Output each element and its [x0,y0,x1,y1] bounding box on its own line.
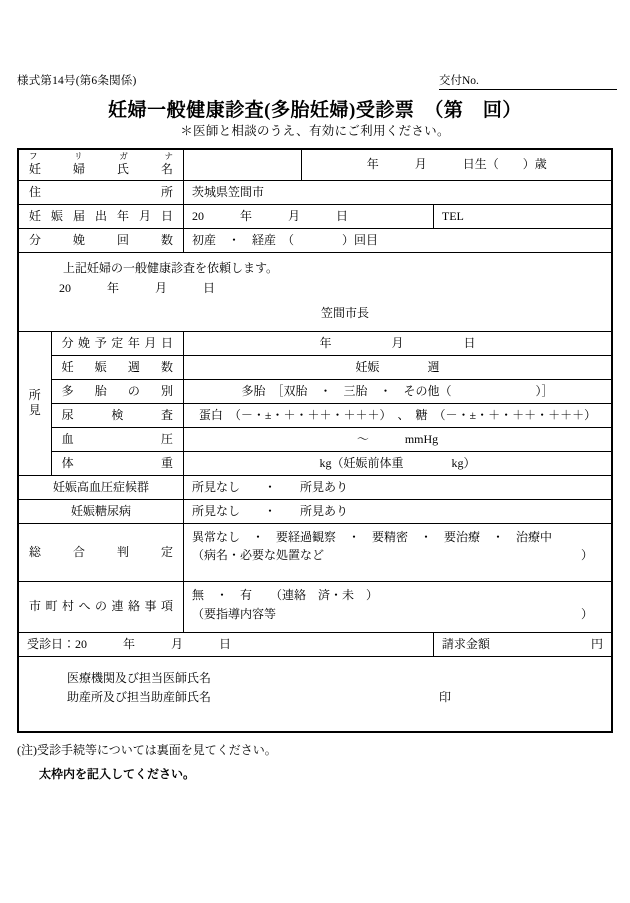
billing-amount-label: 請求金額 [441,636,490,651]
judgment-options-line: 異常なし ・ 要経過観察 ・ 要精密 ・ 要治療 ・ 治療中 [192,529,553,544]
expected-delivery-date-value: 年 月 日 [319,335,476,350]
applicant-name-value [184,153,301,176]
footer-note-procedure: (注)受診手続等については裏面を見てください。 [17,743,277,757]
multiple-pregnancy-type-label-cell [51,379,183,403]
request-block [19,253,611,331]
delivery-count-label-cell [18,228,184,252]
hypertensive-disorder-label-cell [18,475,184,499]
comprehensive-judgment-options[interactable] [184,523,612,581]
table-row-request-block [18,252,612,331]
table-row-address [18,180,612,204]
expected-delivery-date-label-cell [51,331,183,355]
table-row-visit-date [18,632,612,656]
signature-block [19,657,611,731]
furigana-label: フ リ ガ ナ [29,151,174,161]
municipal-contact-label: 市 町 村 へ の 連 絡 事 項 [29,599,174,614]
blood-pressure-label-cell [51,427,183,451]
gestational-weeks-label: 妊 娠 週 数 [61,359,174,374]
table-row-comprehensive-judgment [18,523,612,581]
pregnancy-report-date-value: 20 年 月 日 [192,208,349,223]
visit-date-input[interactable] [18,632,433,656]
medical-institution-signature: 医療機関及び担当医師氏名 [67,670,212,685]
gestational-diabetes-label-cell [18,499,184,523]
request-date: 20 年 月 日 [59,280,216,295]
multiple-pregnancy-type-options[interactable] [184,379,612,403]
expected-delivery-date-label: 分 娩 予 定 年 月 日 [61,335,173,350]
gestational-weeks-input[interactable] [184,355,612,379]
document-header [17,72,613,92]
gestational-diabetes-label: 妊娠糖尿病 [71,503,132,518]
address-input[interactable] [184,180,612,204]
comprehensive-judgment-label-cell [18,523,184,581]
billing-amount-row [434,633,611,656]
billing-amount-unit: 円 [590,636,603,651]
issue-number-field[interactable]: 交付No. [439,72,617,90]
hypertensive-disorder-options[interactable] [184,475,612,499]
applicant-name-input[interactable] [184,149,302,180]
blood-pressure-label: 血 圧 [61,431,174,446]
address-label: 住 所 [29,184,174,199]
findings-section-label: 所 見 [18,331,51,475]
delivery-count-label: 分 娩 回 数 [29,232,174,247]
request-block-cell [18,252,612,331]
request-issuer: 笠間市長 [320,305,369,320]
gestational-weeks-value: 妊娠 週 [355,359,440,374]
urine-test-label-cell [51,403,183,427]
municipal-contact-options[interactable] [184,581,612,632]
table-row-expected-delivery-date [18,331,612,355]
body-weight-label: 体 重 [61,455,174,470]
table-row-gestational-diabetes [18,499,612,523]
birth-date-field[interactable] [302,149,612,180]
municipal-contact-close-paren: ） [580,606,593,621]
body-weight-value: kg（妊娠前体重 kg） [319,455,476,470]
hypertensive-disorder-label: 妊娠高血圧症候群 [53,479,150,494]
delivery-count-input[interactable] [184,228,612,252]
table-row-hypertensive-disorder [18,475,612,499]
pregnancy-report-label: 妊 娠 届 出 年 月 日 [29,208,174,223]
municipal-contact-content [184,582,611,632]
body-weight-label-cell [51,451,183,475]
pregnancy-report-label-cell [18,204,184,228]
pregnancy-report-date-input[interactable] [184,204,434,228]
body-weight-input[interactable] [184,451,612,475]
table-row-body-weight [18,451,612,475]
table-row-urine-test [18,403,612,427]
comprehensive-judgment-label: 総 合 判 定 [29,544,174,559]
birth-date-value: 年 月 日生（ ）歳 [366,157,547,172]
hypertensive-disorder-value: 所見なし ・ 所見あり [192,479,349,494]
main-form-table [17,148,613,733]
page-title: 妊婦一般健康診査(多胎妊婦)受診票 （第 回） [108,100,522,121]
table-row-blood-pressure [18,427,612,451]
table-row-signature-block [18,656,612,732]
address-label-cell [18,180,184,204]
signature-block-cell[interactable] [18,656,612,732]
urine-test-label: 尿 検 査 [61,407,174,422]
delivery-count-value: 初産 ・ 経産 （ ）回目 [192,232,379,247]
comprehensive-judgment-content [184,524,611,581]
multiple-pregnancy-type-label: 多 胎 の 別 [61,383,174,398]
municipal-contact-line1: 無 ・ 有 （連絡 済・未 ） [192,587,379,602]
judgment-notes-line: （病名・必要な処置など ） [192,547,593,562]
gestational-diabetes-value: 所見なし ・ 所見あり [192,503,349,518]
footer-note-bold-frame: 太枠内を記入してください。 [39,767,196,781]
form-code-label: 様式第14号(第6条関係) [17,75,137,87]
urine-test-options[interactable] [184,403,612,427]
page-subtitle: ＊医師と相談のうえ、有効にご利用ください。 [180,124,450,138]
table-row-gestational-weeks [18,355,612,379]
judgment-notes-close-paren: ） [580,547,593,562]
table-row-pregnancy-report [18,204,612,228]
footer-notes [17,741,277,782]
gestational-weeks-label-cell [51,355,183,379]
municipal-contact-line2: （要指導内容等 ） [192,606,593,621]
gestational-diabetes-options[interactable] [184,499,612,523]
visit-date-label: 受診日：20 年 月 日 [27,636,232,651]
urine-test-value: 蛋白 （－・±・＋・＋＋・＋＋＋） 、 糖 （－・±・＋・＋＋・＋＋＋） [198,407,597,422]
midwife-signature: 助産所及び担当助産師氏名 印 [67,689,452,704]
expected-delivery-date-input[interactable] [184,331,612,355]
table-row-multiple-pregnancy-type [18,379,612,403]
name-label-cell [18,149,184,180]
telephone-field[interactable] [433,204,612,228]
billing-amount-cell[interactable] [433,632,612,656]
municipal-contact-label-cell [18,581,184,632]
blood-pressure-input[interactable] [184,427,612,451]
telephone-label: TEL [441,208,464,223]
request-statement: 上記妊婦の一般健康診査を依頼します。 [63,260,279,275]
address-value: 茨城県笠間市 [192,184,265,199]
table-row-delivery-count [18,228,612,252]
table-row-applicant-name [18,149,612,180]
seal-marker: 印 [439,689,452,704]
multiple-pregnancy-type-value: 多胎 ［双胎 ・ 三胎 ・ その他（ ）］ [241,383,554,398]
blood-pressure-value: ～ mmHg [356,431,439,446]
table-row-municipal-contact [18,581,612,632]
applicant-name-label: 妊 婦 氏 名 [29,161,174,176]
